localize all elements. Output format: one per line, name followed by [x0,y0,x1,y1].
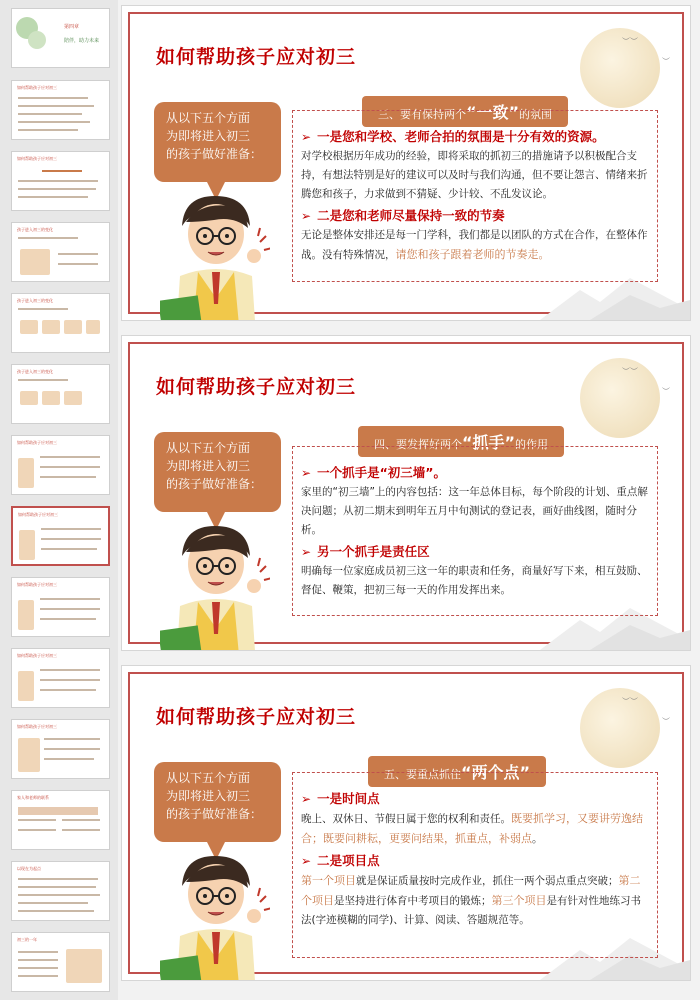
content-box [292,446,658,616]
slide-thumbnail-10[interactable] [11,648,110,708]
slide-thumbnail-6[interactable] [11,364,110,424]
thumbnail-title: 如何帮助孩子应对初三 [17,85,57,90]
bird-icon: ︶ [662,717,670,726]
teacher-illustration [160,846,270,980]
label-highlight: “两个点” [461,763,531,782]
thumbnail-subtitle: 陪伴，助力未来 [64,38,100,44]
arrow-icon: ➢ [301,545,312,559]
thumbnail-title: 如何帮助孩子应对初三 [17,440,57,445]
content-box [292,772,658,958]
point-body: 明确每一位家庭成员初三这一年的职责和任务，商量好写下来，相互鼓励、督促、鞭策，把初三每一天的作用发挥出来。 [301,565,648,596]
content-box [292,110,658,282]
speech-bubble [154,762,281,842]
body-text: 是有针对性地练习书法(字迹模糊的同学)、计算、阅读、答题规范等。 [301,895,641,926]
point-heading [301,206,649,224]
bubble-line: 的孩子做好准备： [166,147,263,161]
heading-text: 二是您和老师尽量保持一致的节奏 [317,208,505,223]
slide-thumbnail-7[interactable] [11,435,110,495]
label-text: 三、要有保持两个 [378,108,466,121]
slide-thumbnail-13[interactable] [11,861,110,921]
thumbnail-title: 孩子进入初三的变化 [17,227,53,232]
slide-thumbnail-2[interactable] [11,80,110,140]
slide-thumbnail-9[interactable] [11,577,110,637]
slide-three[interactable] [122,6,690,320]
label-text: 的作用 [515,438,549,451]
thumbnail-title: 孩子进入初三的变化 [17,369,53,374]
bird-icon: ︶ [662,387,670,396]
label-text: 五、要重点抓住 [384,768,461,781]
slide-title: 如何帮助孩子应对初三 [156,46,357,68]
thumbnail-title: 如何帮助孩子应对初三 [17,582,57,587]
lotus-decoration [28,31,46,49]
heading-text: 一是您和学校、老师合拍的氛围是十分有效的资源。 [317,129,605,144]
point-heading [301,542,649,560]
thumbnail-title: 孩子进入初三的变化 [17,298,53,303]
bubble-line: 的孩子做好准备： [166,477,263,491]
slide-four[interactable] [122,336,690,650]
label-highlight: “抓手” [462,433,516,452]
arrow-icon: ➢ [301,130,312,144]
heading-text: 一个抓手是“初三墙”。 [317,465,446,480]
speech-bubble [154,432,281,512]
thumbnail-title: 如何帮助孩子应对初三 [17,653,57,658]
thumbnail-title: 第四章 [64,24,80,30]
slide-thumbnail-11[interactable] [11,719,110,779]
teacher-illustration [160,186,270,320]
thumbnail-title: 家人和老师的联系 [17,795,49,800]
bird-icon: ︶ [662,57,670,66]
highlight-text: 第一个项目 [301,874,356,887]
slide-five[interactable] [122,666,690,980]
body-text: 。 [532,833,543,845]
body-text: 是坚持进行体育中考项目的锻炼； [334,895,492,907]
slide-thumbnail-3[interactable] [11,151,110,211]
heading-text: 一是时间点 [317,791,380,806]
arrow-icon: ➢ [301,466,312,480]
slide-thumbnail-12[interactable] [11,790,110,850]
point-body [301,871,649,930]
bubble-line: 为即将进入初三 [166,459,251,473]
thumbnail-title: 初三的一年 [17,937,37,942]
thumbnail-title: 如何帮助孩子应对初三 [17,724,57,729]
point-heading [301,463,649,481]
thumbnail-title: 以现在为起点 [17,866,41,871]
point-body: 家里的“初三墙”上的内容包括：这一年总体目标，每个阶段的计划、重点解决问题；从初二期末到明年五月中旬测试的登记表，画好曲线图，随时分析。 [301,486,648,536]
point-heading [301,789,649,807]
highlight-text: 第三个项目 [491,894,547,907]
label-text: 的氛围 [519,108,553,121]
teacher-illustration [160,516,270,650]
body-text: 无论是整体安排还是每一门学科，我们都是以团队的方式在合作，在整体作战。没有特殊情况， [301,229,648,261]
heading-text: 另一个抓手是责任区 [317,544,430,559]
slide-title: 如何帮助孩子应对初三 [156,376,357,398]
thumbnail-title: 如何帮助孩子应对初三 [18,512,58,517]
highlight-text: 第二个项目 [301,874,641,907]
body-text: 晚上、双休日、节假日属于您的权利和责任。 [301,813,511,825]
bird-icon: ︶︶ [622,37,638,46]
point-heading [301,851,649,869]
moon-decoration [580,688,660,768]
bird-icon: ︶︶ [622,697,638,706]
moon-decoration [580,28,660,108]
slide-thumbnail-1[interactable] [11,8,110,68]
slide-thumbnail-14[interactable] [11,932,110,992]
slide-thumbnail-5[interactable] [11,293,110,353]
slide-title: 如何帮助孩子应对初三 [156,706,357,728]
bubble-line: 从以下五个方面 [166,771,251,785]
label-text: 四、要发挥好两个 [374,438,462,451]
arrow-icon: ➢ [301,854,312,868]
bubble-line: 从以下五个方面 [166,441,251,455]
body-text: 就是保证质量按时完成作业，抓住一两个弱点重点突破； [356,875,619,887]
slide-thumbnail-panel [0,0,118,1000]
thumbnail-title: 如何帮助孩子应对初三 [17,156,57,161]
arrow-icon: ➢ [301,792,312,806]
point-body [301,809,649,849]
slide-thumbnail-4[interactable] [11,222,110,282]
bubble-line: 为即将进入初三 [166,789,251,803]
highlight-text: 请您和孩子跟着老师的节奏走。 [395,248,550,261]
bird-icon: ︶︶ [622,367,638,376]
bubble-line: 从以下五个方面 [166,111,251,125]
speech-bubble [154,102,281,182]
arrow-icon: ➢ [301,209,312,223]
highlight-text: 既要抓学习，又要讲劳逸结合；既要问耕耘，更要问结果，抓重点，补弱点 [301,812,643,845]
heading-text: 二是项目点 [317,853,380,868]
bubble-line: 的孩子做好准备： [166,807,263,821]
point-heading [301,127,649,145]
slide-thumbnail-8[interactable] [11,506,110,566]
label-highlight: “一致” [466,103,520,122]
point-body: 对学校根据历年成功的经验，即将采取的抓初三的措施请予以积极配合支持，有想法特别是好的建议可以及时与我们沟通，但不要让怨言、情绪来折腾您和孩子，力求做到不猜疑、少计较、不乱发议论。 [301,150,648,200]
point-body [301,226,649,265]
bubble-line: 为即将进入初三 [166,129,251,143]
moon-decoration [580,358,660,438]
